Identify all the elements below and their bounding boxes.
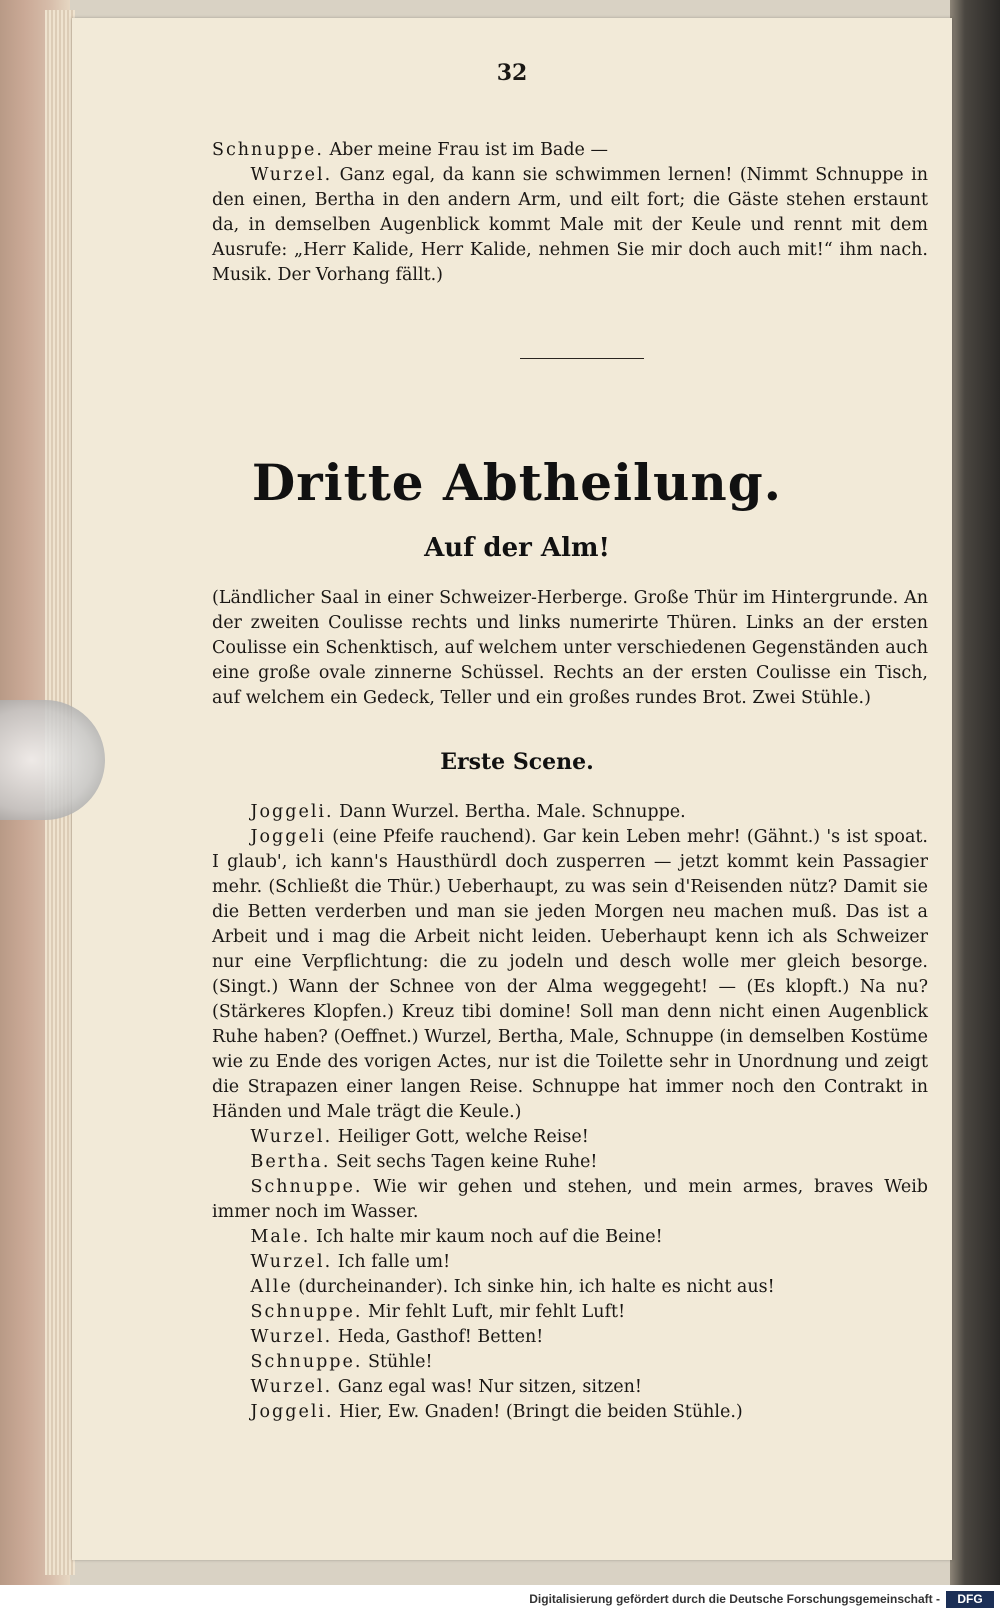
scene-line-2 bbox=[212, 825, 928, 1125]
dialogue-text: Aber meine Frau ist im Bade — bbox=[323, 140, 608, 160]
act-title: Dritte Abtheilung. bbox=[251, 453, 783, 512]
dialogue-text: Heiliger Gott, welche Reise! bbox=[332, 1127, 589, 1147]
scene-line-10 bbox=[212, 1325, 928, 1350]
scene-line-11 bbox=[212, 1350, 928, 1375]
section-divider bbox=[520, 358, 644, 359]
speaker-name: Wurzel. bbox=[250, 1327, 333, 1347]
book-page bbox=[72, 18, 952, 1560]
speaker-name: Schnuppe. bbox=[250, 1177, 363, 1197]
speaker-name: Joggeli bbox=[250, 827, 327, 847]
opening-line-2 bbox=[212, 163, 928, 288]
page-number: 32 bbox=[496, 60, 528, 86]
dialogue-text: Seit sechs Tagen keine Ruhe! bbox=[330, 1152, 598, 1172]
dialogue-text: (durcheinander). Ich sinke hin, ich halte es nicht aus! bbox=[292, 1277, 775, 1297]
speaker-name: Wurzel. bbox=[250, 1127, 333, 1147]
dialogue-text: Ganz egal, da kann sie schwimmen lernen! (Nimmt Schnuppe in den einen, Bertha in den andern Arm, und eilt fort; die Gäste stehen erstaunt da, in demselben Augenblick kommt Male mit der Keule und rennt mit dem Ausrufe: „Herr Kalide, Herr Kalide, nehmen Sie mir doch auch mit!“ ihm nach. Musik. Der Vorhang fällt.) bbox=[212, 165, 928, 285]
speaker-name: Wurzel. bbox=[250, 165, 333, 185]
scene-line-5 bbox=[212, 1175, 928, 1225]
scene-line-12 bbox=[212, 1375, 928, 1400]
act-subtitle: Auf der Alm! bbox=[424, 533, 610, 563]
scene-line-1 bbox=[212, 800, 928, 825]
speaker-name: Schnuppe. bbox=[250, 1302, 363, 1322]
dialogue-text: Mir fehlt Luft, mir fehlt Luft! bbox=[362, 1302, 626, 1322]
speaker-name: Joggeli. bbox=[250, 1402, 334, 1422]
scene-line-4 bbox=[212, 1150, 928, 1175]
dialogue-text: Stühle! bbox=[362, 1352, 433, 1372]
speaker-name: Joggeli. bbox=[250, 802, 334, 822]
scene-title: Erste Scene. bbox=[440, 749, 594, 775]
scene-line-9 bbox=[212, 1300, 928, 1325]
dialogue-text: Ich falle um! bbox=[332, 1252, 451, 1272]
speaker-name: Wurzel. bbox=[250, 1252, 333, 1272]
speaker-name: Bertha. bbox=[250, 1152, 331, 1172]
scene-line-6 bbox=[212, 1225, 928, 1250]
footer-credit: Digitalisierung gefördert durch die Deutsche Forschungsgemeinschaft - bbox=[529, 1592, 940, 1606]
speaker-name: Schnuppe. bbox=[212, 140, 324, 160]
speaker-name: Alle bbox=[250, 1277, 293, 1297]
dialogue-text: Hier, Ew. Gnaden! (Bringt die beiden Stühle.) bbox=[333, 1402, 743, 1422]
scene-line-3 bbox=[212, 1125, 928, 1150]
dialogue-text: Dann Wurzel. Bertha. Male. Schnuppe. bbox=[333, 802, 686, 822]
speaker-name: Schnuppe. bbox=[250, 1352, 363, 1372]
dfg-logo: DFG bbox=[946, 1591, 994, 1608]
dialogue-text: Heda, Gasthof! Betten! bbox=[332, 1327, 544, 1347]
book-right-edge bbox=[950, 0, 1000, 1585]
scene-line-13 bbox=[212, 1400, 928, 1425]
footer-bar bbox=[0, 1588, 1000, 1613]
dialogue-text: (eine Pfeife rauchend). Gar kein Leben mehr! (Gähnt.) 's ist spoat. I glaub', ich kann's Hausthürdl doch zusperren — jetzt kommt kein Passagier mehr. (Schließt die Thür.) Ueberhaupt, zu was sein d'Reisenden nütz? Damit sie die Betten verderben und man sie jeden Morgen neu machen muß. Das ist a Arbeit und i mag die Arbeit nicht leiden. Ueberhaupt kenn ich als Schweizer nur eine Verpflichtung: die zu jodeln und desch wolle mer gleich besorge. (Singt.) Wann der Schnee von der Alma weggegeht! — (Es klopft.) Na nu? (Stärkeres Klopfen.) Kreuz tibi domine! Soll man denn nicht einen Augenblick Ruhe haben? (Oeffnet.) Wurzel, Bertha, Male, Schnuppe (in demselben Kostüme wie zu Ende des vorigen Actes, nur ist die Toilette sehr in Unordnung und zeigt die Strapazen einer langen Reise. Schnuppe hat immer noch den Contrakt in Händen und Male trägt die Keule.) bbox=[212, 827, 928, 1122]
dialogue-text: Ich halte mir kaum noch auf die Beine! bbox=[310, 1227, 663, 1247]
scene-line-8 bbox=[212, 1275, 928, 1300]
stage-direction: (Ländlicher Saal in einer Schweizer-Herberge. Große Thür im Hintergrunde. An der zweiten Coulisse rechts und links numerirte Thüren. Links an der ersten Coulisse ein Schenktisch, auf welchem unter verschiedenen Gegenständen auch eine große ovale zinnerne Schüssel. Rechts an der ersten Coulisse ein Tisch, auf welchem ein Gedeck, Teller und ein großes rundes Brot. Zwei Stühle.) bbox=[212, 588, 928, 708]
opening-line-1 bbox=[212, 138, 928, 163]
scene-line-7 bbox=[212, 1250, 928, 1275]
speaker-name: Male. bbox=[250, 1227, 311, 1247]
speaker-name: Wurzel. bbox=[250, 1377, 333, 1397]
dialogue-text: Wie wir gehen und stehen, und mein armes, braves Weib immer noch im Wasser. bbox=[212, 1177, 928, 1222]
dialogue-text: Ganz egal was! Nur sitzen, sitzen! bbox=[332, 1377, 642, 1397]
